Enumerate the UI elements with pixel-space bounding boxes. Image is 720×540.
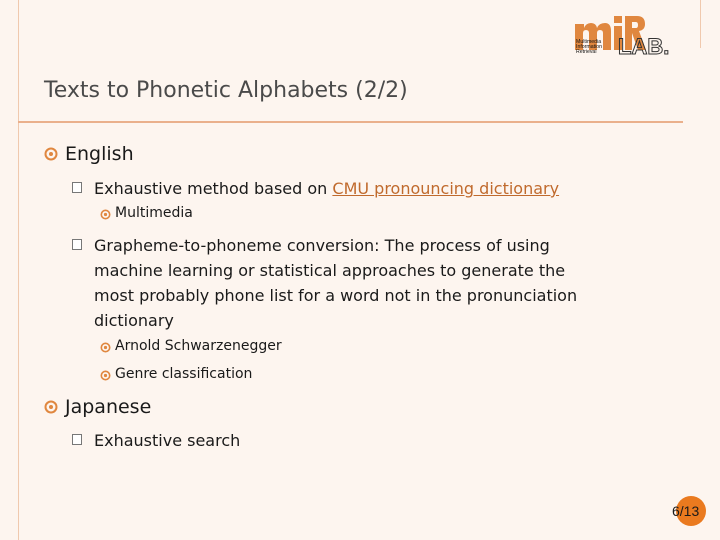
sub-sub-bullet-text: Genre classification	[115, 366, 253, 382]
bullet-text: English	[65, 143, 134, 165]
page-number-text: 6/13	[672, 503, 700, 519]
g2p-line-2: machine learning or statistical approaches to generate the	[94, 261, 566, 280]
logo-subtitle-1: Multimedia	[576, 39, 602, 45]
orange-circle-bullet-icon	[100, 370, 111, 381]
left-border-line	[18, 0, 19, 540]
g2p-line-4: dictionary	[94, 311, 174, 330]
g2p-line-3: most probably phone list for a word not in the pronunciation	[94, 286, 578, 305]
sub-bullet-text: Exhaustive search	[94, 431, 241, 450]
square-bullet-icon	[72, 239, 82, 250]
sub-bullet-text: Exhaustive method based on	[94, 179, 333, 198]
square-bullet-icon	[72, 434, 82, 445]
orange-circle-bullet-icon	[44, 400, 58, 414]
page-number	[666, 496, 714, 528]
orange-circle-bullet-icon	[44, 147, 58, 161]
logo-subtitle-2: Information	[576, 44, 602, 50]
slide-title: Texts to Phonetic Alphabets (2/2)	[44, 78, 408, 103]
sub-bullet-exhaustive-search	[72, 428, 372, 453]
logo-subtitle-3: Retrieval	[576, 49, 597, 55]
sub-sub-bullet-text: Multimedia	[115, 205, 193, 221]
right-border-line	[700, 0, 701, 48]
title-divider	[18, 121, 683, 123]
g2p-line-1: Grapheme-to-phoneme conversion: The process of using	[94, 236, 550, 255]
square-bullet-icon	[72, 182, 82, 193]
bullet-text: Japanese	[65, 396, 152, 418]
orange-circle-bullet-icon	[100, 209, 111, 220]
sub-sub-bullet-text: Arnold Schwarzenegger	[115, 338, 282, 354]
logo-lab-text: LAB.	[618, 34, 670, 56]
sub-bullet-exhaustive-cmu	[72, 176, 632, 201]
orange-circle-bullet-icon	[100, 342, 111, 353]
sub-bullet-g2p	[72, 233, 672, 333]
cmu-dictionary-link[interactable]: CMU pronouncing dictionary	[332, 179, 560, 198]
mir-lab-logo	[572, 12, 678, 56]
